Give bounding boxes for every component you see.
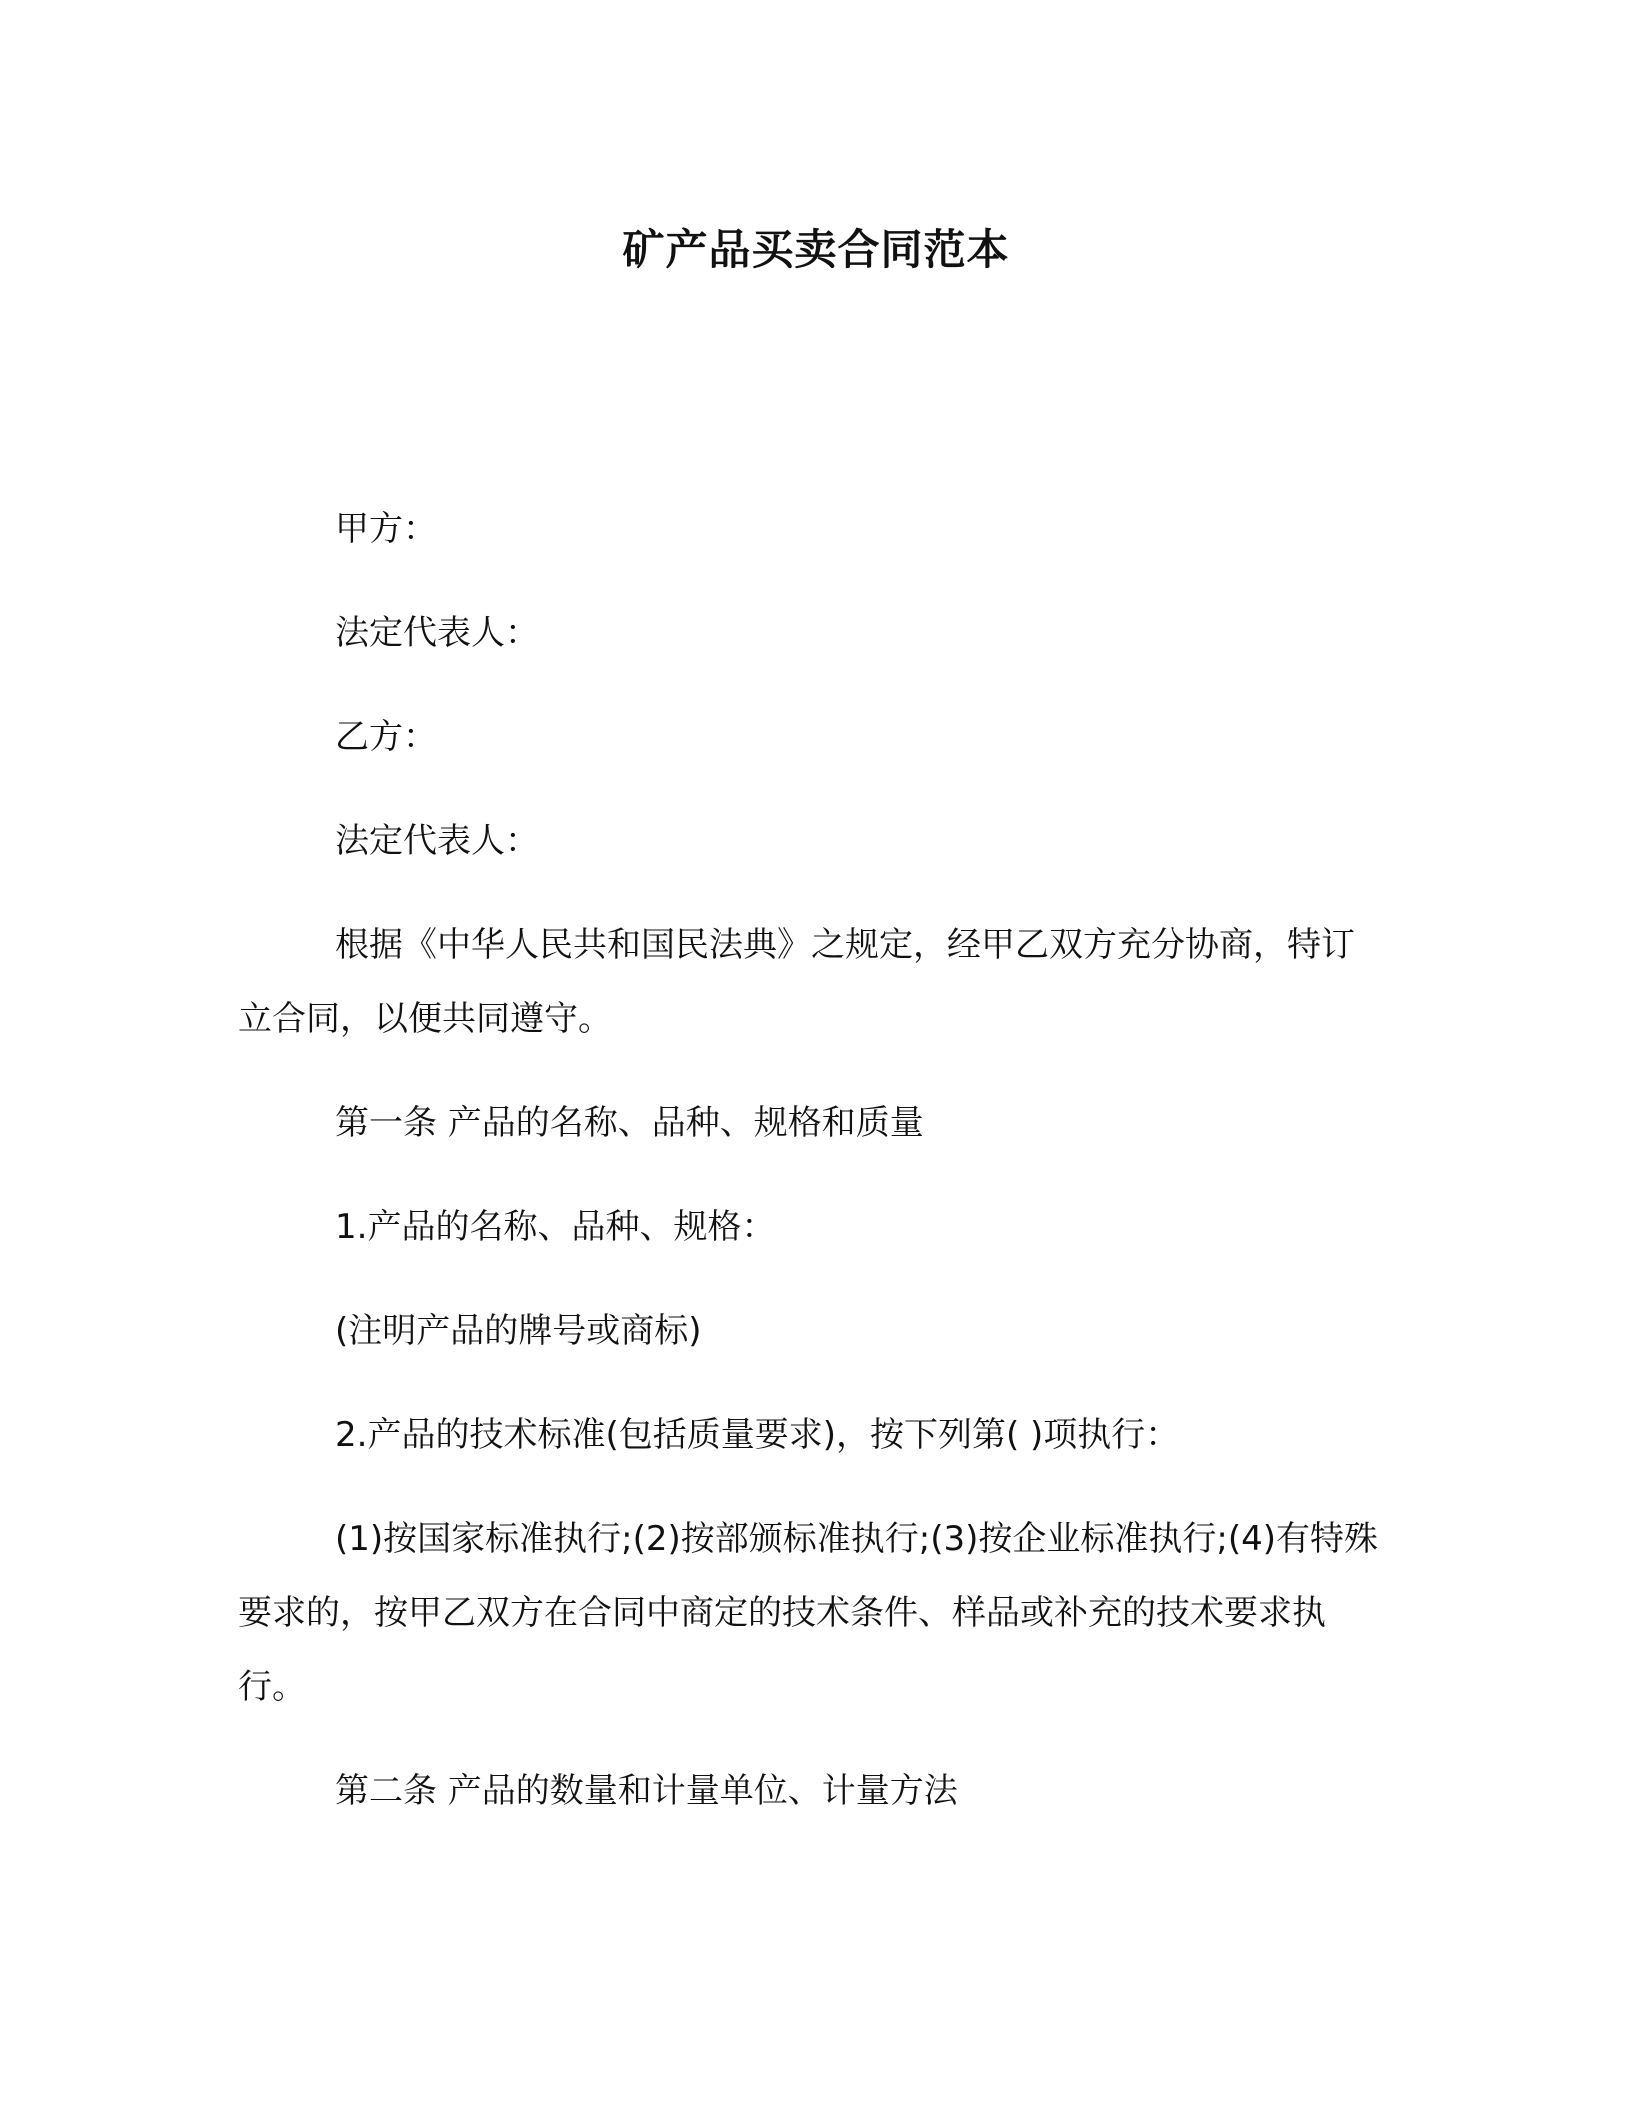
party-b-legal-rep-field: 法定代表人： xyxy=(335,821,539,861)
document-body xyxy=(238,492,1388,1858)
party-a-legal-rep-field: 法定代表人： xyxy=(335,613,539,653)
clause-1-2: 2.产品的技术标准(包括质量要求)，按下列第( )项执行： xyxy=(335,1415,1180,1455)
article-1-heading: 第一条 产品的名称、品种、规格和质量 xyxy=(335,1103,924,1143)
party-a-field: 甲方： xyxy=(335,509,437,549)
clause-1-2-options: (1)按国家标准执行;(2)按部颁标准执行;(3)按企业标准执行;(4)有特殊要求的，按甲乙双方在合同中商定的技术条件、样品或补充的技术要求执行。 xyxy=(238,1519,1379,1707)
clause-1-1-note: (注明产品的牌号或商标) xyxy=(335,1311,702,1351)
party-b-field: 乙方： xyxy=(335,717,437,757)
document-title: 矿产品买卖合同范本 xyxy=(622,225,1010,274)
article-2-heading: 第二条 产品的数量和计量单位、计量方法 xyxy=(335,1771,958,1811)
preamble-paragraph: 根据《中华人民共和国民法典》之规定，经甲乙双方充分协商，特订立合同，以便共同遵守。 xyxy=(238,925,1355,1039)
clause-1-1: 1.产品的名称、品种、规格： xyxy=(335,1207,776,1247)
